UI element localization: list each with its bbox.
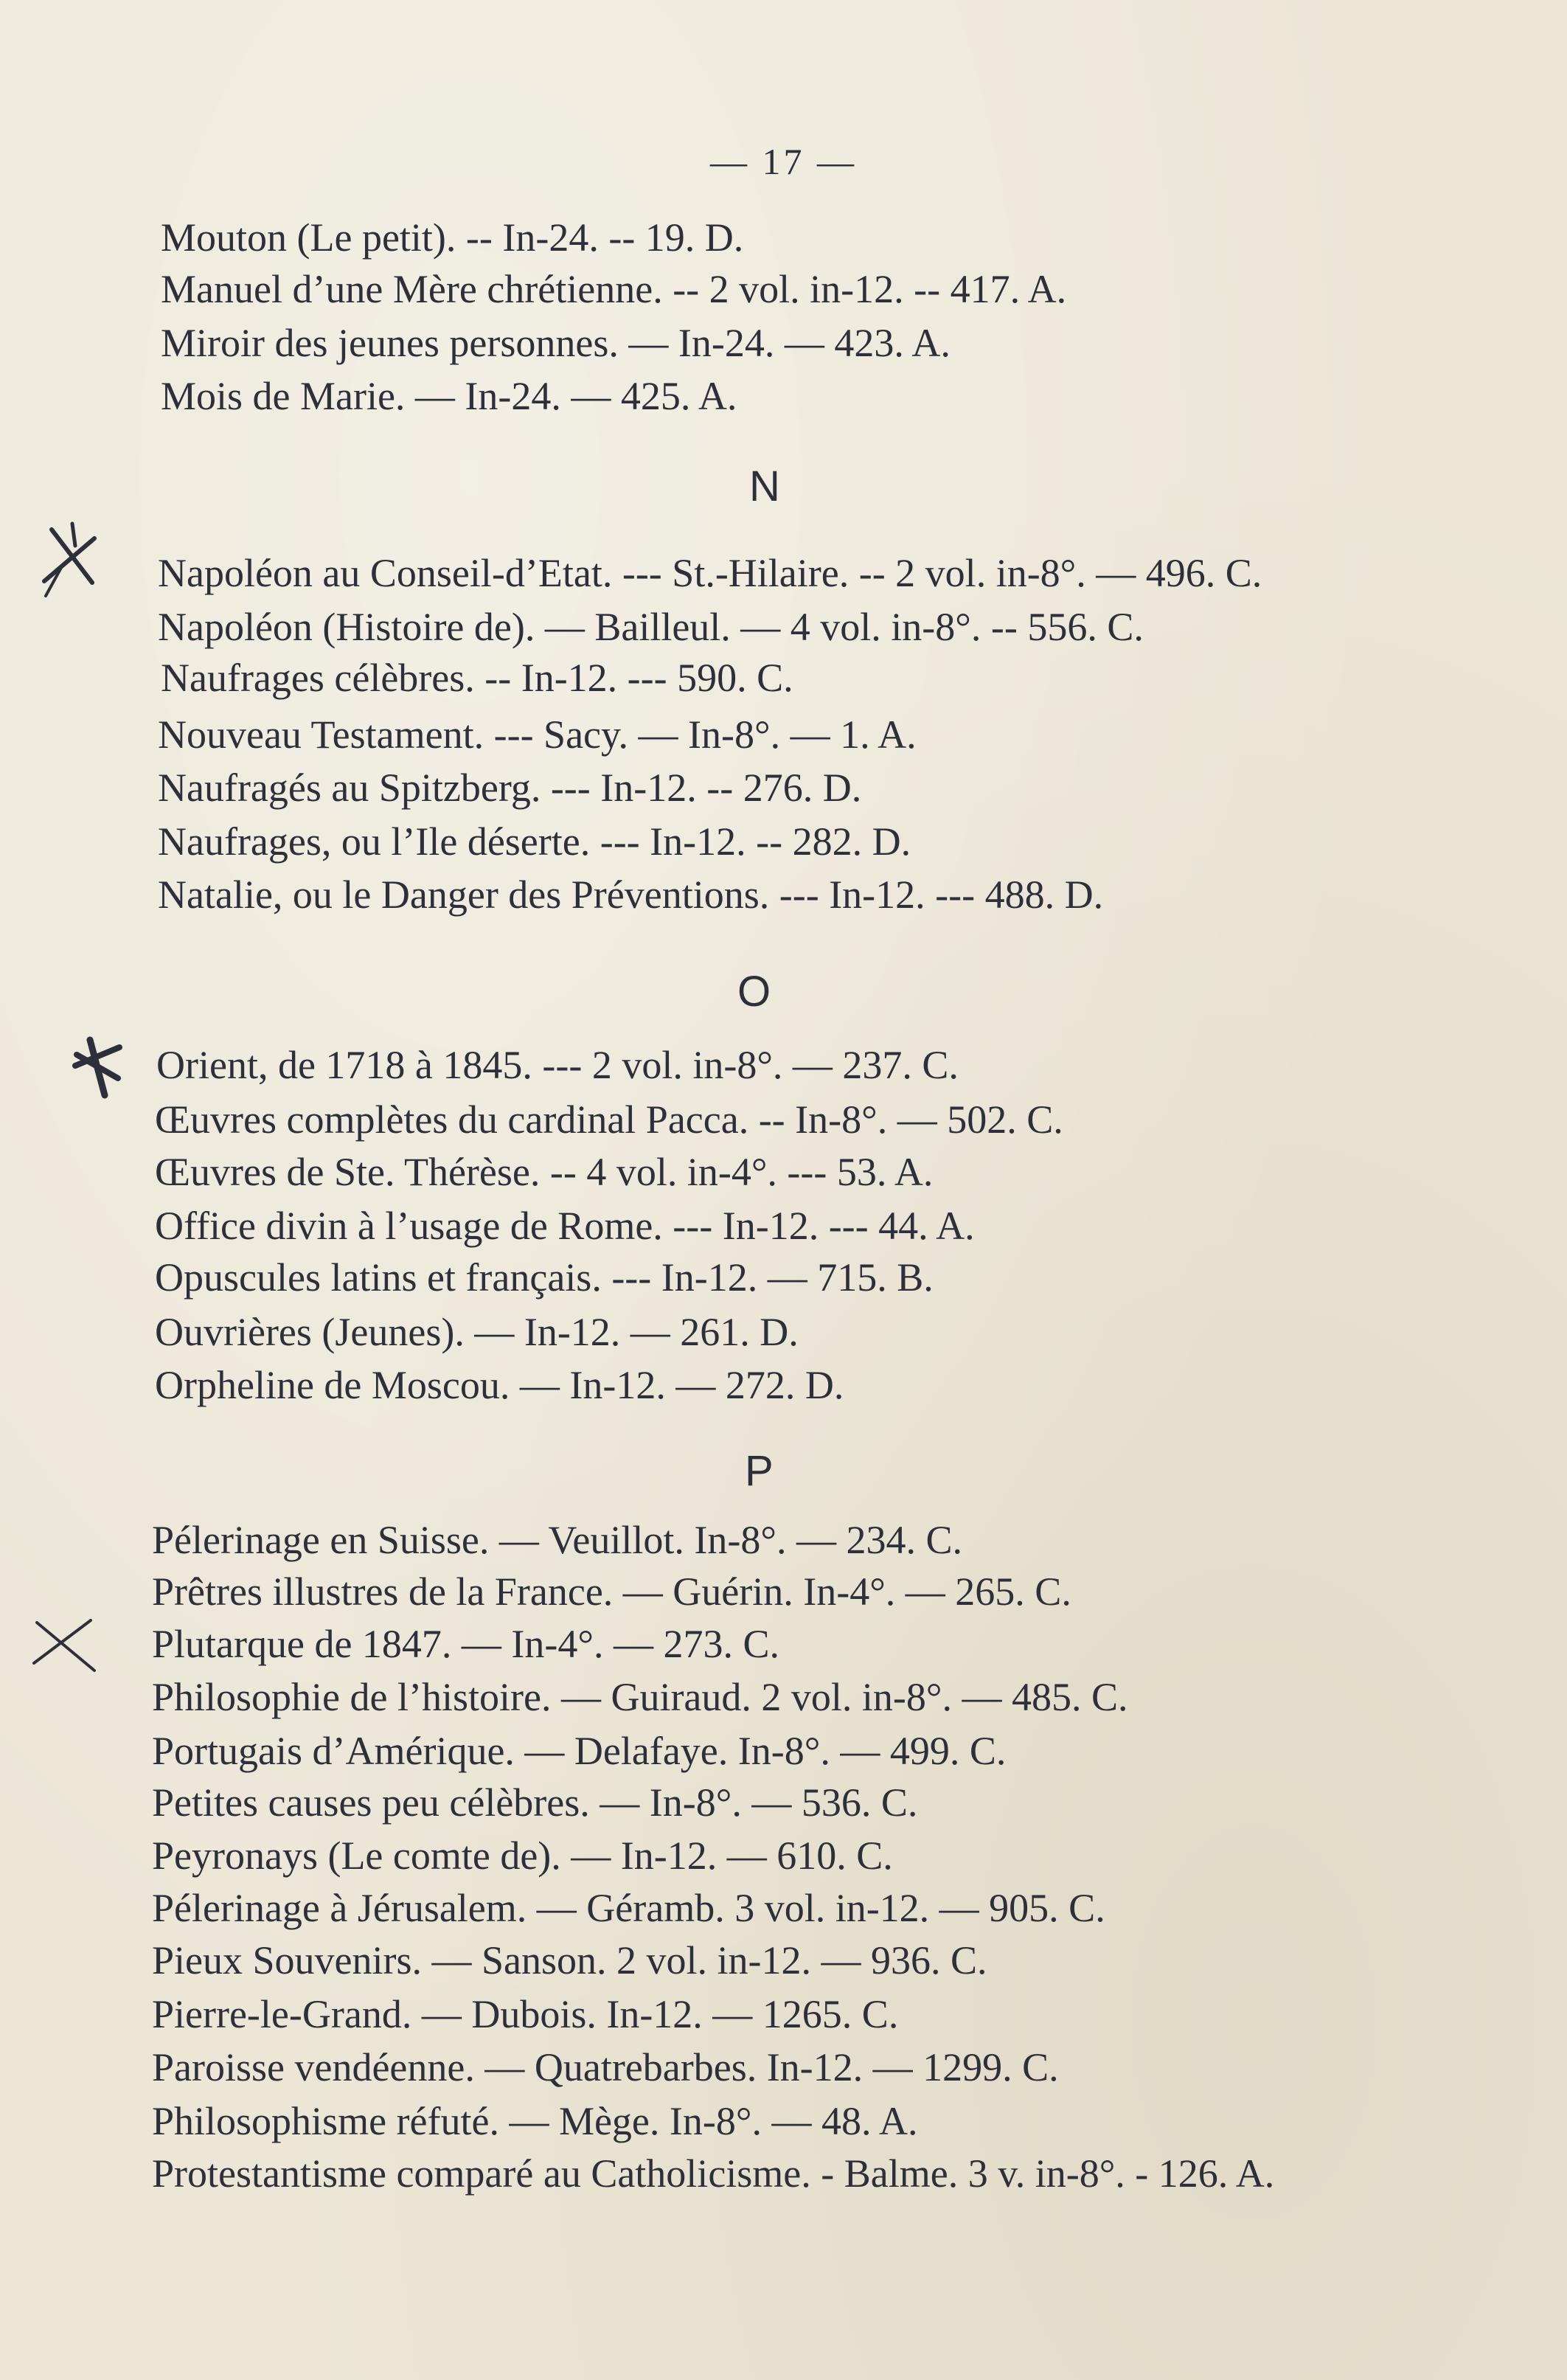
catalog-entry: Napoléon (Histoire de). — Bailleul. — 4 vol. in-8°. -- 556. C. xyxy=(158,605,1144,649)
catalog-entry: Miroir des jeunes personnes. — In-24. — 423. A. xyxy=(161,321,951,365)
catalog-entry: Pieux Souvenirs. — Sanson. 2 vol. in-12. — 936. C. xyxy=(152,1938,987,1982)
section-letter-n: N xyxy=(749,462,780,510)
catalog-entry: Naufrages, ou l’Ile déserte. --- In-12. -- 282. D. xyxy=(158,819,911,864)
catalog-entry: Peyronays (Le comte de). — In-12. — 610. C. xyxy=(152,1833,893,1878)
catalog-entry: Petites causes peu célèbres. — In-8°. — 536. C. xyxy=(152,1780,918,1825)
catalog-entry: Plutarque de 1847. — In-4°. — 273. C. xyxy=(152,1622,780,1666)
catalog-entry: Ouvrières (Jeunes). — In-12. — 261. D. xyxy=(155,1310,799,1354)
star-cross-mark-icon xyxy=(60,1025,142,1106)
catalog-entry: Naufragés au Spitzberg. --- In-12. -- 276. D. xyxy=(158,766,862,810)
catalog-entry: Prêtres illustres de la France. — Guérin. In-4°. — 265. C. xyxy=(152,1569,1071,1614)
catalog-entry: Œuvres de Ste. Thérèse. -- 4 vol. in-4°. --- 53. A. xyxy=(155,1150,934,1194)
catalog-entry: Protestantisme comparé au Catholicisme. - Balme. 3 v. in-8°. - 126. A. xyxy=(152,2151,1275,2196)
section-letter-p: P xyxy=(745,1447,774,1495)
x-mark-icon xyxy=(28,1611,109,1693)
section-letter-o: O xyxy=(737,968,771,1016)
catalog-entry: Pierre-le-Grand. — Dubois. In-12. — 1265. C. xyxy=(152,1992,899,2036)
catalog-entry: Paroisse vendéenne. — Quatrebarbes. In-12. — 1299. C. xyxy=(152,2045,1059,2089)
catalog-entry: Nouveau Testament. --- Sacy. — In-8°. — 1. A. xyxy=(158,712,917,757)
catalog-entry: Manuel d’une Mère chrétienne. -- 2 vol. in-12. -- 417. A. xyxy=(161,267,1067,311)
catalog-entry: Natalie, ou le Danger des Préventions. --- In-12. --- 488. D. xyxy=(158,872,1104,917)
page-number: — 17 — xyxy=(710,141,857,182)
catalog-entry: Mois de Marie. — In-24. — 425. A. xyxy=(161,374,737,418)
catalog-entry: Office divin à l’usage de Rome. --- In-12. --- 44. A. xyxy=(155,1204,975,1248)
catalog-entry: Opuscules latins et français. --- In-12. — 715. B. xyxy=(155,1255,934,1300)
cross-mark-icon xyxy=(29,516,111,597)
catalog-entry: Portugais d’Amérique. — Delafaye. In-8°. — 499. C. xyxy=(152,1729,1007,1773)
catalog-entry: Orient, de 1718 à 1845. --- 2 vol. in-8°. — 237. C. xyxy=(156,1043,959,1087)
catalog-entry: Œuvres complètes du cardinal Pacca. -- In-8°. — 502. C. xyxy=(155,1097,1063,1142)
catalog-entry: Naufrages célèbres. -- In-12. --- 590. C. xyxy=(161,656,793,700)
catalog-entry: Napoléon au Conseil-d’Etat. --- St.-Hilaire. -- 2 vol. in-8°. — 496. C. xyxy=(158,551,1262,595)
catalog-entry: Orpheline de Moscou. — In-12. — 272. D. xyxy=(155,1363,844,1407)
catalog-entry: Mouton (Le petit). -- In-24. -- 19. D. xyxy=(161,215,744,260)
catalog-entry: Philosophisme réfuté. — Mège. In-8°. — 48. A. xyxy=(152,2099,918,2143)
catalog-entry: Pélerinage à Jérusalem. — Géramb. 3 vol. in-12. — 905. C. xyxy=(152,1886,1105,1930)
catalog-entry: Pélerinage en Suisse. — Veuillot. In-8°. — 234. C. xyxy=(152,1518,962,1562)
catalog-entry: Philosophie de l’histoire. — Guiraud. 2 vol. in-8°. — 485. C. xyxy=(152,1675,1128,1719)
